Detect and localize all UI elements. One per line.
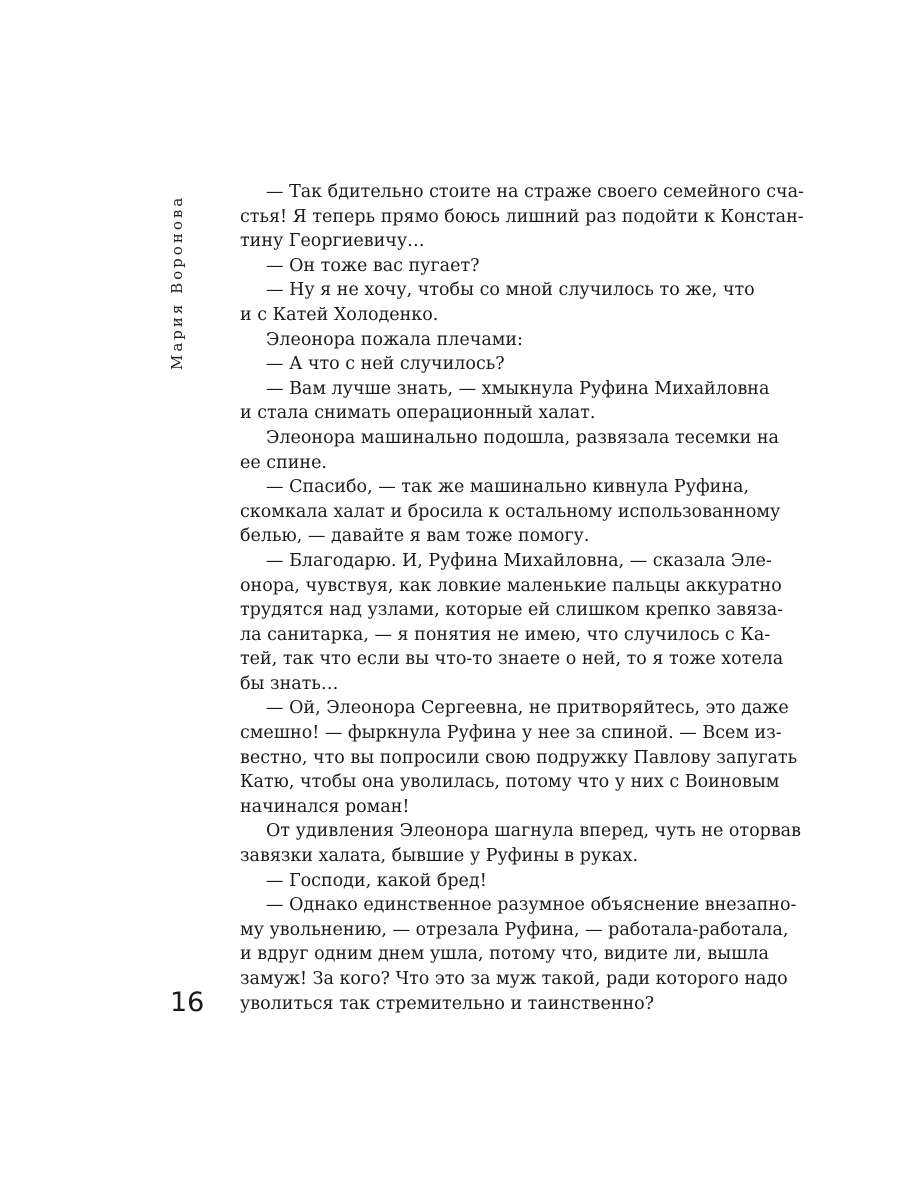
text-line: тину Георгиевичу… <box>240 231 425 252</box>
text-line: От удивления Элеонора шагнула вперед, чуть не оторвав <box>266 821 801 842</box>
text-line: уволиться так стремительно и таинственно? <box>240 993 655 1014</box>
text-line: и стала снимать операционный халат. <box>240 403 596 424</box>
text-line: начинался роман! <box>240 796 410 817</box>
running-head-author: Мария Воронова <box>168 194 186 370</box>
text-line: — Ну я не хочу, чтобы со мной случилось то же, что <box>266 280 755 301</box>
text-line: и вдруг одним днем ушла, потому что, видите ли, вышла <box>240 944 769 965</box>
text-line: — Благодарю. И, Руфина Михайловна, — сказала Эле- <box>266 550 772 571</box>
text-line: му увольнению, — отрезала Руфина, — работала-работала, <box>240 919 789 940</box>
text-line: Элеонора машинально подошла, развязала тесемки на <box>266 427 779 448</box>
text-line: и с Катей Холоденко. <box>240 304 439 325</box>
text-line: — Так бдительно стоите на страже своего семейного сча- <box>266 182 804 202</box>
text-line: смешно! — фыркнула Руфина у нее за спиной. — Всем из- <box>240 723 782 744</box>
text-line: завязки халата, бывшие у Руфины в руках. <box>240 846 639 867</box>
text-line: — Господи, какой бред! <box>266 870 487 891</box>
text-line: ее спине. <box>240 452 327 473</box>
text-line: — Однако единственное разумное объяснение внезапно- <box>266 895 797 916</box>
text-line: — Спасибо, — так же машинально кивнула Руфина, <box>266 477 750 498</box>
text-line: Катю, чтобы она уволилась, потому что у них с Воиновым <box>240 772 780 793</box>
text-line: стья! Я теперь прямо боюсь лишний раз подойти к Констан- <box>240 206 804 227</box>
text-line: Элеонора пожала плечами: <box>266 329 523 350</box>
text-line: замуж! За кого? Что это за муж такой, ради которого надо <box>240 969 788 989</box>
text-line: — Он тоже вас пугает? <box>266 255 480 276</box>
text-line: онора, чувствуя, как ловкие маленькие пальцы аккуратно <box>240 575 782 596</box>
text-line: ла санитарка, — я понятия не имею, что случилось с Ка- <box>240 624 771 645</box>
text-line: — А что с ней случилось? <box>266 354 505 375</box>
text-line: бы знать… <box>240 673 339 694</box>
text-line: трудятся над узлами, которые ей слишком крепко завяза- <box>240 600 784 621</box>
text-line: белью, — давайте я вам тоже помогу. <box>240 526 590 547</box>
text-line: тей, так что если вы что-то знаете о ней, то я тоже хотела <box>240 649 784 670</box>
page-number: 16 <box>170 987 205 1018</box>
text-line: скомкала халат и бросила к остальному использованному <box>240 501 781 522</box>
text-line: — Ой, Элеонора Сергеевна, не притворяйтесь, это даже <box>266 698 789 719</box>
text-line: — Вам лучше знать, — хмыкнула Руфина Михайловна <box>266 378 770 399</box>
text-line: вестно, что вы попросили свою подружку Павлову запугать <box>240 747 798 768</box>
body-text <box>240 180 804 1016</box>
